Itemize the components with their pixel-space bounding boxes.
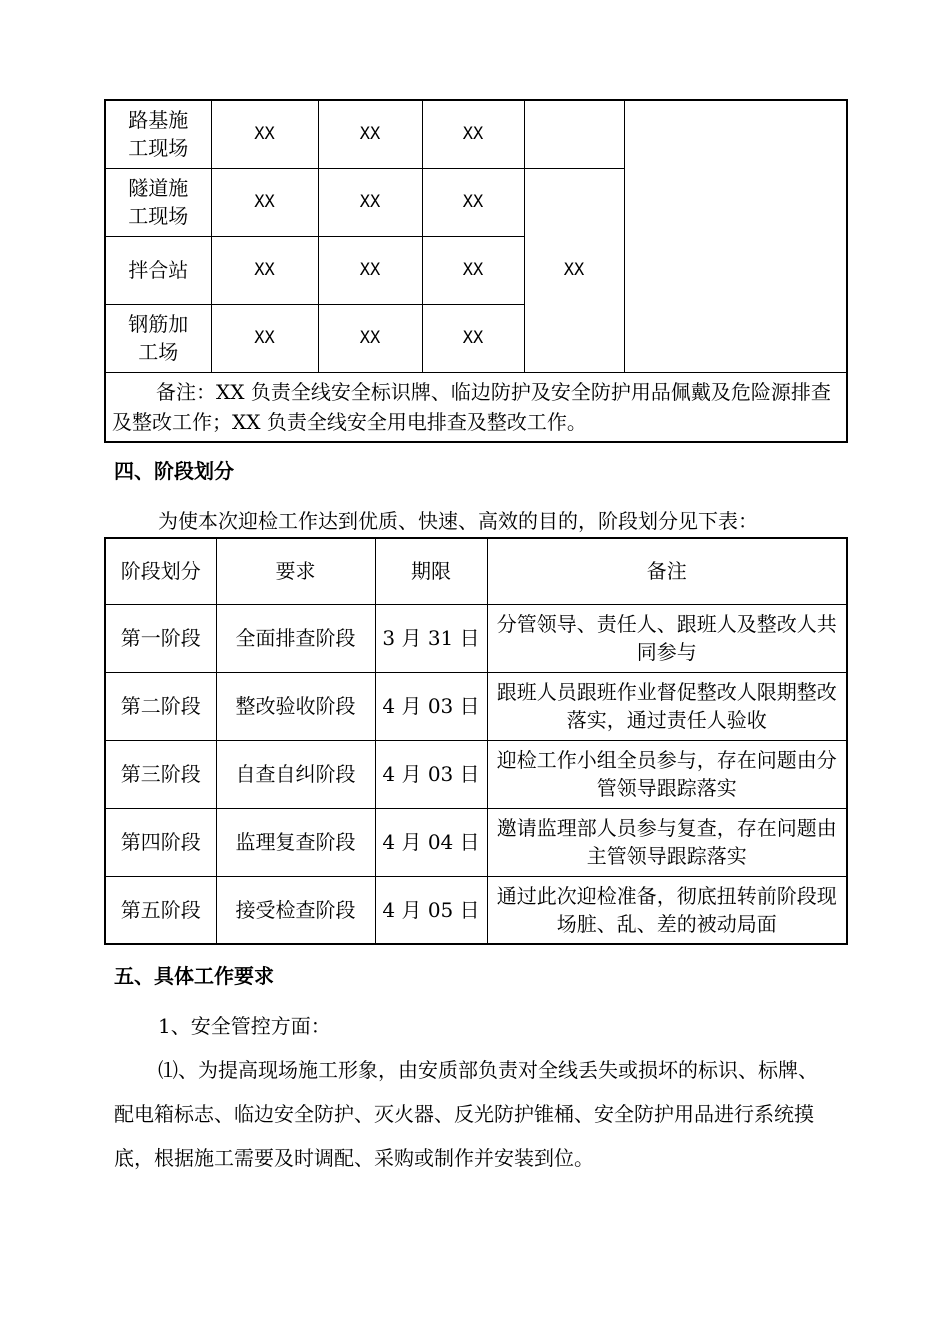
table-cell: XX [318, 100, 422, 168]
header-cell: 备注 [487, 538, 847, 604]
table-header-row [105, 538, 847, 604]
header-cell: 期限 [375, 538, 487, 604]
note-cell: 邀请监理部人员参与复查，存在问题由主管领导跟踪落实 [487, 808, 847, 876]
table-row [105, 604, 847, 672]
empty-cell [524, 100, 624, 168]
site-cell: 路基施工现场 [105, 100, 211, 168]
empty-merged-cell [624, 100, 847, 372]
table-cell: XX [318, 304, 422, 372]
table-row [105, 876, 847, 944]
table-row [105, 372, 847, 442]
table-row [105, 740, 847, 808]
date-cell: 3 月 31 日 [375, 604, 487, 672]
note-text: 备注：XX 负责全线安全标识牌、临边防护及安全防护用品佩戴及危险源排查及整改工作；XX 负责全线安全用电排查及整改工作。 [112, 379, 831, 434]
merged-value-cell: XX [524, 168, 624, 372]
table-cell: XX [422, 236, 524, 304]
date-cell: 4 月 03 日 [375, 672, 487, 740]
responsibility-table [104, 99, 848, 443]
header-cell: 要求 [216, 538, 375, 604]
phase-cell: 第一阶段 [105, 604, 216, 672]
table-cell: XX [318, 236, 422, 304]
table-row [105, 100, 847, 168]
requirement-cell: 监理复查阶段 [216, 808, 375, 876]
table-cell: XX [318, 168, 422, 236]
table-note [105, 372, 847, 442]
site-cell: 钢筋加工场 [105, 304, 211, 372]
date-cell: 4 月 04 日 [375, 808, 487, 876]
table-cell: XX [422, 304, 524, 372]
note-cell: 分管领导、责任人、跟班人及整改人共同参与 [487, 604, 847, 672]
table-cell: XX [211, 168, 318, 236]
date-cell: 4 月 03 日 [375, 740, 487, 808]
phase-table [104, 537, 848, 945]
body-paragraph: ⑴、为提高现场施工形象，由安质部负责对全线丢失或损坏的标识、标牌、配电箱标志、临边安全防护、灭火器、反光防护锥桶、安全防护用品进行系统摸底，根据施工需要及时调配、采购或制作并安装到位。 [114, 1058, 818, 1170]
date-cell: 4 月 05 日 [375, 876, 487, 944]
table-cell: XX [211, 304, 318, 372]
subheading: 1、安全管控方面： [158, 1014, 331, 1038]
requirement-cell: 全面排查阶段 [216, 604, 375, 672]
note-cell: 跟班人员跟班作业督促整改人限期整改落实，通过责任人验收 [487, 672, 847, 740]
table-row [105, 808, 847, 876]
table-row [105, 672, 847, 740]
requirement-cell: 接受检查阶段 [216, 876, 375, 944]
phase-cell: 第四阶段 [105, 808, 216, 876]
section-heading: 五、具体工作要求 [114, 964, 274, 988]
intro-paragraph: 为使本次迎检工作达到优质、快速、高效的目的，阶段划分见下表： [158, 509, 758, 533]
phase-cell: 第三阶段 [105, 740, 216, 808]
requirement-cell: 自查自纠阶段 [216, 740, 375, 808]
table-cell: XX [211, 100, 318, 168]
site-cell: 拌合站 [105, 236, 211, 304]
table-cell: XX [422, 100, 524, 168]
table-cell: XX [211, 236, 318, 304]
note-cell: 通过此次迎检准备，彻底扭转前阶段现场脏、乱、差的被动局面 [487, 876, 847, 944]
phase-cell: 第二阶段 [105, 672, 216, 740]
phase-cell: 第五阶段 [105, 876, 216, 944]
table-cell: XX [422, 168, 524, 236]
site-cell: 隧道施工现场 [105, 168, 211, 236]
requirement-cell: 整改验收阶段 [216, 672, 375, 740]
section-heading: 四、阶段划分 [114, 459, 234, 483]
note-cell: 迎检工作小组全员参与，存在问题由分管领导跟踪落实 [487, 740, 847, 808]
header-cell: 阶段划分 [105, 538, 216, 604]
